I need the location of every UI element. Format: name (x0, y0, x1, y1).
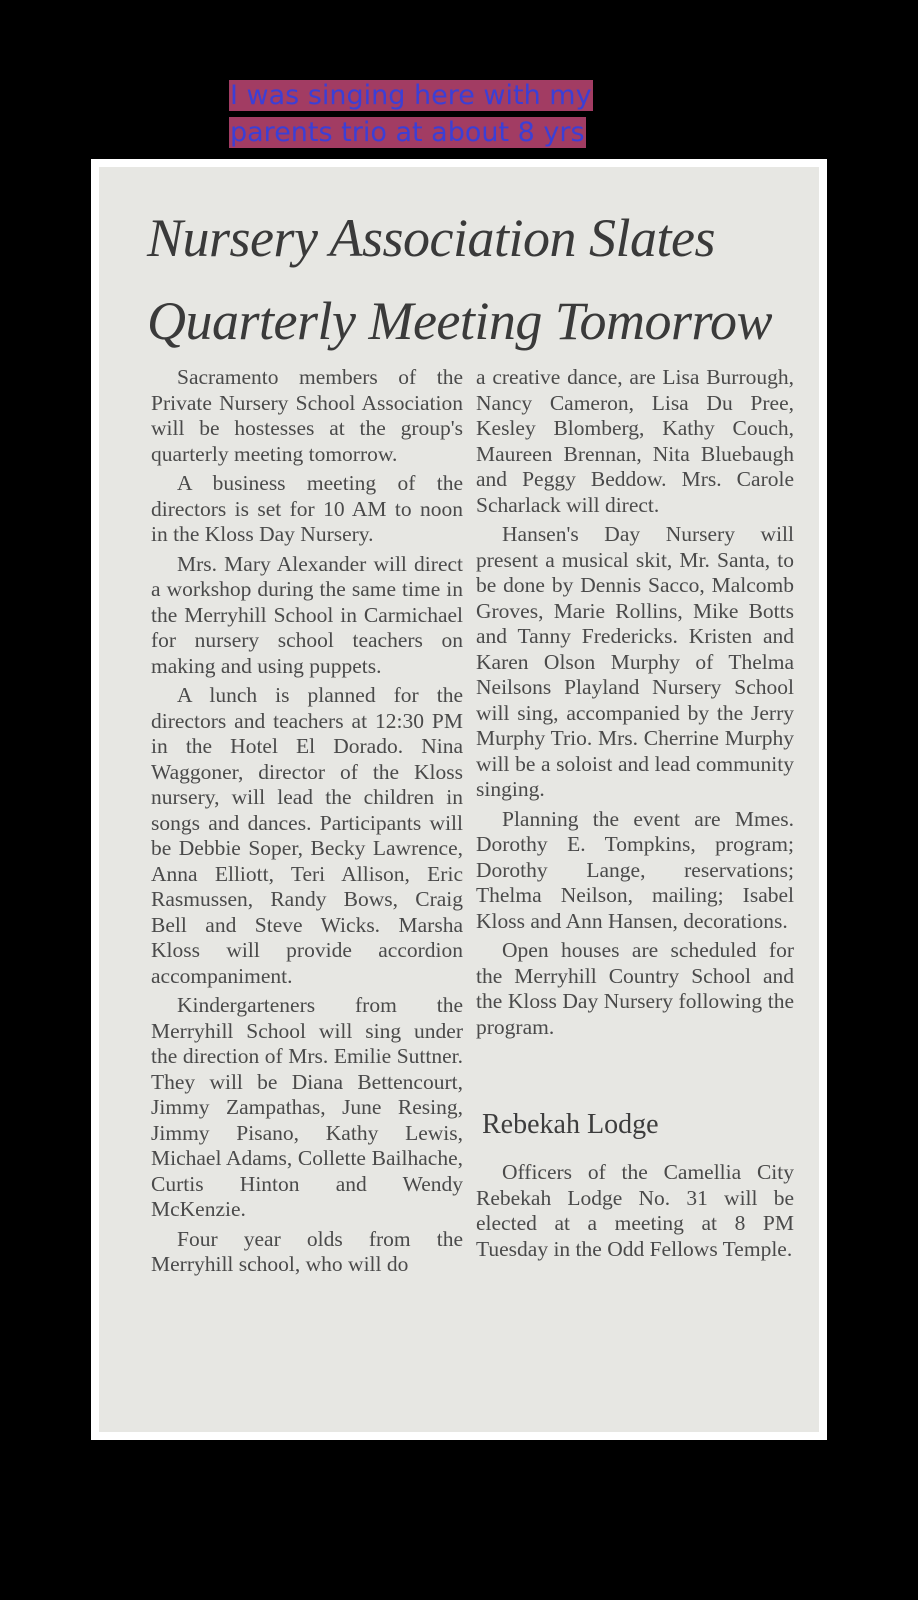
right-column (476, 365, 794, 1266)
left-paragraph-5: Kindergarteners from the Merryhill School will sing under the direction of Mrs. Emilie Suttner. They will be Diana Bettencourt, Jimmy Zampathas, June Resing, Jimmy Pisano, Kathy Lewis, Michael Adams, Collette Bailhache, Curtis Hinton and Wendy McKenzie. (151, 993, 463, 1221)
rebekah-lodge-subhead: Rebekah Lodge (482, 1109, 659, 1140)
left-paragraph-4: A lunch is planned for the directors and teachers at 12:30 PM in the Hotel El Dorado. Nina Waggoner, director of the Kloss nursery, will lead the children in songs and dances. Participants will be Debbie Soper, Becky Lawrence, Anna Elliott, Teri Allison, Eric Rasmussen, Randy Bows, Craig Bell and Steve Wicks. Marsha Kloss will provide accordion accompaniment. (151, 683, 463, 988)
rebekah-lodge-paragraph: Officers of the Camellia City Rebekah Lodge No. 31 will be elected at a meeting at 8 PM Tuesday in the Odd Fellows Temple. (476, 1160, 794, 1261)
right-paragraph-2: Planning the event are Mmes. Dorothy E. Tompkins, program; Dorothy Lange, reservations; Thelma Neilson, mailing; Isabel Kloss and Ann Hansen, decorations. (476, 806, 794, 933)
overlay-caption (229, 77, 619, 151)
right-paragraph-3: Open houses are scheduled for the Merryhill Country School and the Kloss Day Nursery following the program. (476, 938, 794, 1039)
left-paragraph-2: A business meeting of the directors is set for 10 AM to noon in the Kloss Day Nursery. (151, 471, 463, 546)
clipping-paper (99, 167, 819, 1432)
left-column (151, 365, 463, 1282)
left-paragraph-3: Mrs. Mary Alexander will direct a workshop during the same time in the Merryhill School in Carmichael for nursery school teachers on making and using puppets. (151, 551, 463, 678)
left-paragraph-6: Four year olds from the Merryhill school, who will do (151, 1226, 463, 1276)
headline-line-2: Quarterly Meeting Tomorrow (147, 291, 773, 351)
caption-line-2: parents trio at about 8 yrs (230, 117, 585, 148)
newspaper-clipping (91, 159, 827, 1440)
right-paragraph-1: Hansen's Day Nursery will present a musical skit, Mr. Santa, to be done by Dennis Sacco, Malcomb Groves, Marie Rollins, Mike Botts and Tanny Fredericks. Kristen and Karen Olson Murphy of Thelma Neilsons Playland Nursery School will sing, accompanied by the Jerry Murphy Trio. Mrs. Cherrine Murphy will be a soloist and lead community singing. (476, 522, 794, 801)
caption-line-1: I was singing here with my (230, 80, 592, 111)
left-paragraph-1: Sacramento members of the Private Nursery School Association will be hostesses at the group's quarterly meeting tomorrow. (151, 365, 463, 466)
right-paragraph-continued: a creative dance, are Lisa Burrough, Nancy Cameron, Lisa Du Pree, Kesley Blomberg, Kathy Couch, Maureen Brennan, Nita Bluebaugh and Peggy Beddow. Mrs. Carole Scharlack will direct. (476, 365, 794, 517)
article-headline (147, 197, 797, 363)
headline-line-1: Nursery Association Slates (147, 208, 716, 268)
